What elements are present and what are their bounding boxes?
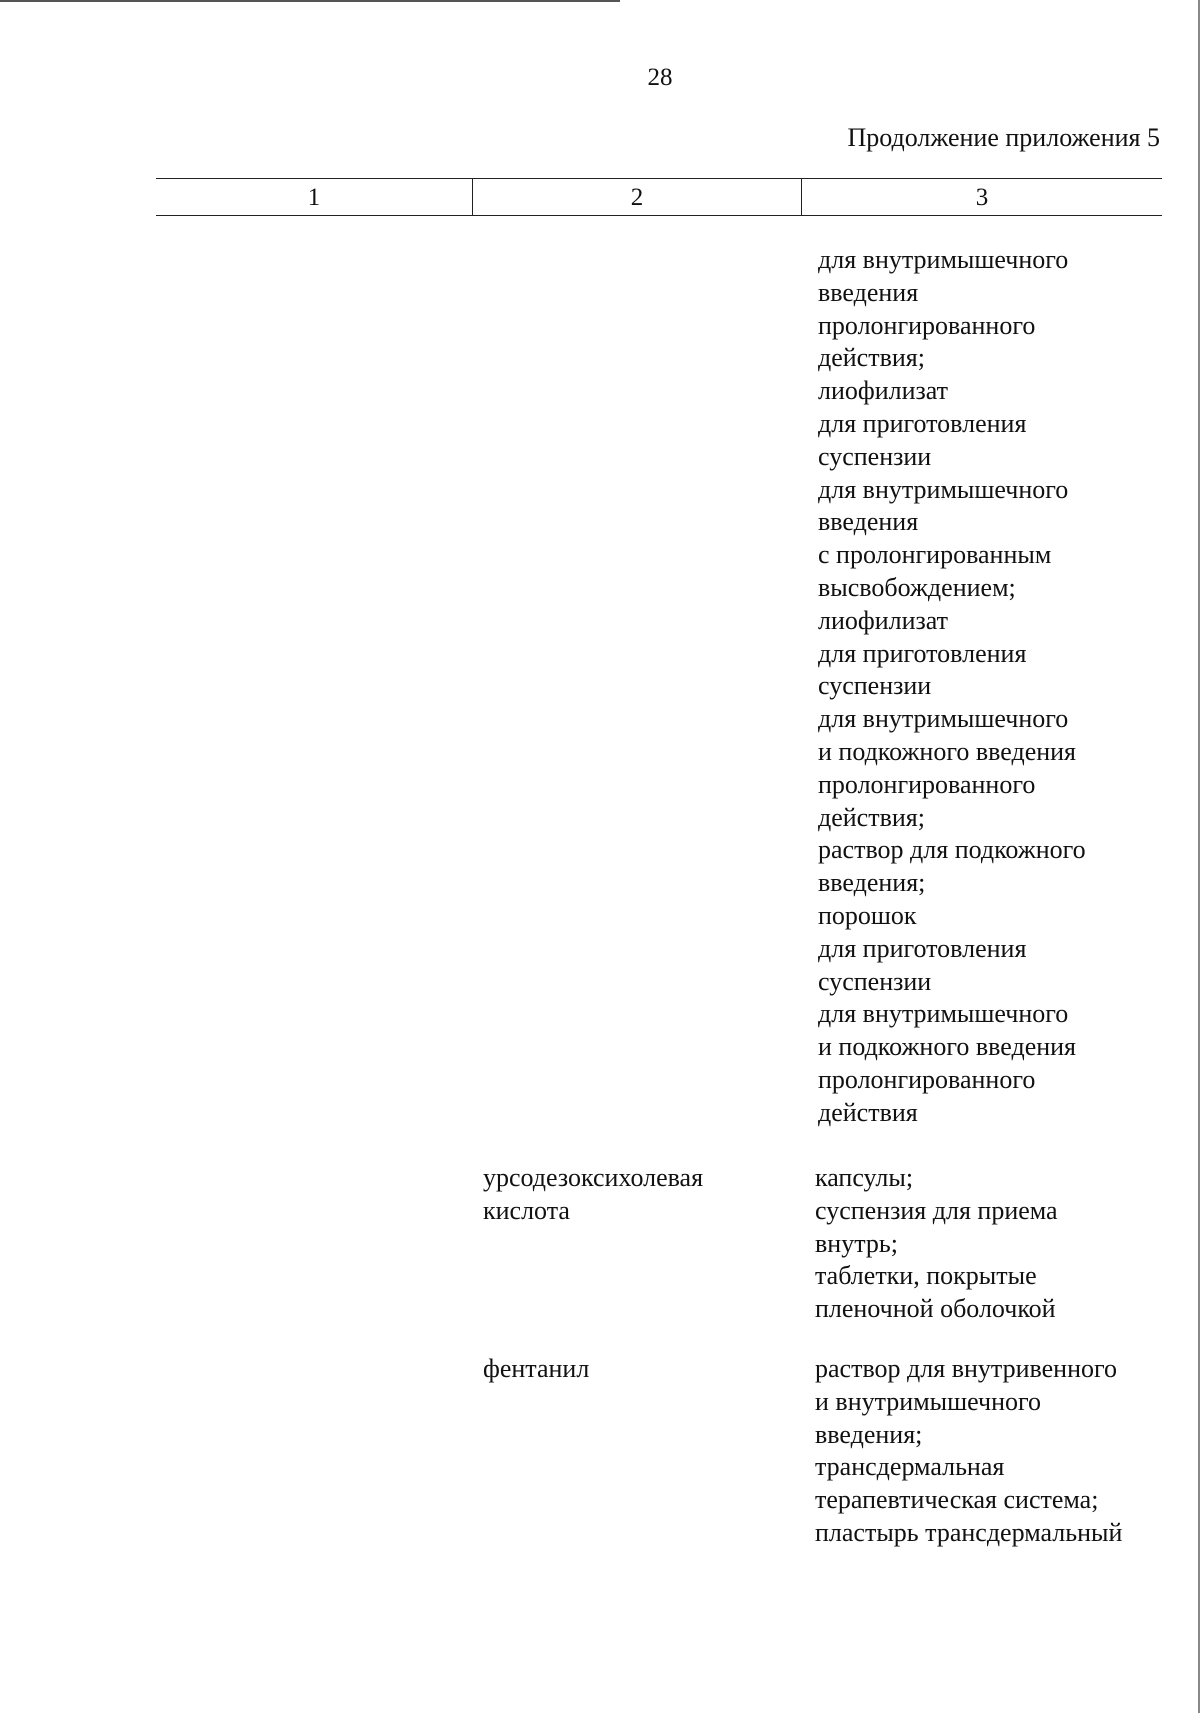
cell-text-line: пролонгированного: [818, 769, 1036, 799]
row-2-drug-name: [483, 1162, 703, 1228]
cell-text-line: для приготовления: [818, 933, 1027, 963]
cell-text-line: таблетки, покрытые: [815, 1261, 1037, 1291]
cell-text-line: для внутримышечного: [818, 999, 1069, 1029]
cell-text-line: действия;: [818, 343, 925, 373]
cell-text-line: кислота: [483, 1195, 570, 1225]
cell-text-line: для приготовления: [818, 638, 1027, 668]
cell-text-line: суспензии: [818, 441, 932, 471]
cell-text-line: урсодезоксихолевая: [483, 1163, 704, 1192]
cell-text-line: для внутримышечного: [818, 474, 1069, 504]
cell-text-line: действия: [818, 1097, 918, 1127]
cell-text-line: для приготовления: [818, 408, 1027, 438]
table-header-col-1: 1: [156, 179, 473, 215]
cell-text-line: для внутримышечного: [818, 704, 1069, 734]
cell-text-line: введения;: [818, 868, 926, 898]
cell-text-line: капсулы;: [815, 1163, 914, 1192]
table-header-col-2: 2: [473, 179, 802, 215]
cell-text-line: суспензии: [818, 966, 932, 996]
cell-text-line: суспензия для приема: [815, 1195, 1058, 1225]
row-3-drug-name: [483, 1353, 589, 1386]
cell-text-line: с пролонгированным: [818, 540, 1052, 570]
cell-text-line: суспензии: [818, 671, 932, 701]
cell-text-line: раствор для внутривенного: [815, 1354, 1117, 1383]
row-2-dosage-forms: [815, 1162, 1058, 1326]
table-header-col-3: 3: [975, 184, 989, 211]
cell-text-line: и внутримышечного: [815, 1386, 1042, 1416]
cell-text-line: введения: [818, 507, 919, 537]
cell-text-line: терапевтическая система;: [815, 1485, 1099, 1515]
continuation-label: Продолжение приложения 5: [847, 123, 1160, 152]
row-3-dosage-forms: [815, 1353, 1122, 1550]
cell-text-line: пластырь трансдермальный: [815, 1517, 1123, 1547]
cell-text-line: фентанил: [483, 1354, 590, 1383]
cell-text-line: действия;: [818, 802, 925, 832]
cell-text-line: порошок: [818, 900, 917, 930]
cell-text-line: лиофилизат: [818, 605, 949, 635]
cell-text-line: введения;: [815, 1419, 923, 1449]
page-number: 28: [647, 64, 673, 91]
scan-edge-top: [0, 0, 620, 2]
cell-text-line: для внутримышечного: [818, 245, 1069, 274]
cell-text-line: и подкожного введения: [818, 736, 1077, 766]
cell-text-line: трансдермальная: [815, 1452, 1005, 1482]
cell-text-line: введения: [818, 277, 919, 307]
cell-text-line: лиофилизат: [818, 376, 949, 406]
row-1-dosage-forms: [818, 244, 1086, 1130]
table-header-row: [156, 178, 1162, 216]
cell-text-line: пролонгированного: [818, 310, 1036, 340]
cell-text-line: пленочной оболочкой: [815, 1294, 1056, 1324]
cell-text-line: и подкожного введения: [818, 1032, 1077, 1062]
cell-text-line: внутрь;: [815, 1228, 898, 1258]
cell-text-line: пролонгированного: [818, 1064, 1036, 1094]
cell-text-line: высвобождением;: [818, 572, 1016, 602]
cell-text-line: раствор для подкожного: [818, 835, 1086, 865]
